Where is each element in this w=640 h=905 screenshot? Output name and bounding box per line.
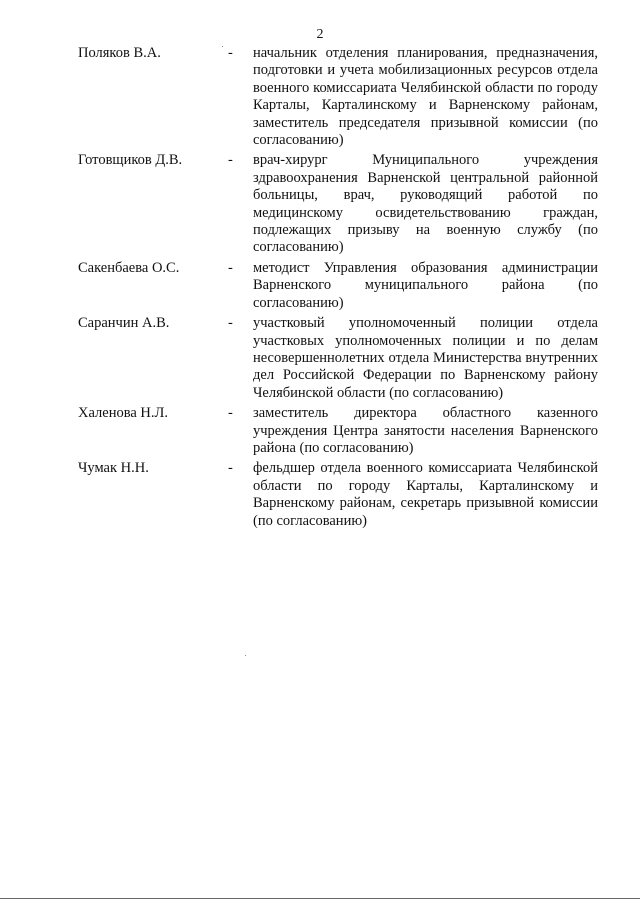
member-entry (78, 152, 598, 256)
member-position: начальник отделения планирования, предназначения, подготовки и учета мобилизационных ресурсов отдела военного комиссариата Челябинской области по городу Карталы, Карталинскому и Варненскому районам, заместитель председателя призывной комиссии (по согласованию) (253, 45, 598, 149)
member-position: врач-хирург Муниципального учреждения здравоохранения Варненской центральной районной больницы, врач, руководящий работой по медицинскому освидетельствованию граждан, подлежащих призыву на военную службу (по согласованию) (253, 152, 598, 256)
member-name: Саранчин А.В. (78, 315, 170, 332)
member-entry (78, 460, 598, 530)
scan-bottom-edge (0, 898, 640, 899)
member-dash: - (228, 259, 233, 276)
scan-speck (245, 655, 246, 656)
member-dash: - (228, 45, 233, 61)
member-entry (78, 45, 598, 149)
member-name: Сакенбаева О.С. (78, 259, 180, 276)
member-dash: - (228, 405, 233, 422)
member-dash: - (228, 152, 233, 169)
member-dash: - (228, 315, 233, 332)
member-position: заместитель директора областного казенного учреждения Центра занятости населения Варненского района (по согласованию) (253, 405, 598, 456)
member-name: Готовщиков Д.В. (78, 152, 183, 169)
member-entry (78, 260, 598, 312)
member-name: Халенова Н.Л. (78, 405, 168, 422)
member-name: Поляков В.А. (78, 45, 161, 61)
commission-member-list (78, 45, 598, 533)
member-position: участковый уполномоченный полиции отдела участковых уполномоченных полиции и по делам несовершеннолетних отдела Министерства внутренних дел Российской Федерации по Варненскому району Челябинской области (по согласованию) (253, 315, 598, 401)
member-position: фельдшер отдела военного комиссариата Челябинской области по городу Карталы, Карталинскому и Варненскому районам, секретарь призывной комиссии (по согласованию) (253, 460, 598, 529)
page-number: 2 (316, 27, 324, 42)
member-entry (78, 405, 598, 457)
member-position: методист Управления образования администрации Варненского муниципального района (по согласованию) (253, 259, 598, 311)
member-entry (78, 315, 598, 402)
member-name: Чумак Н.Н. (78, 460, 149, 477)
member-dash: - (228, 460, 233, 477)
